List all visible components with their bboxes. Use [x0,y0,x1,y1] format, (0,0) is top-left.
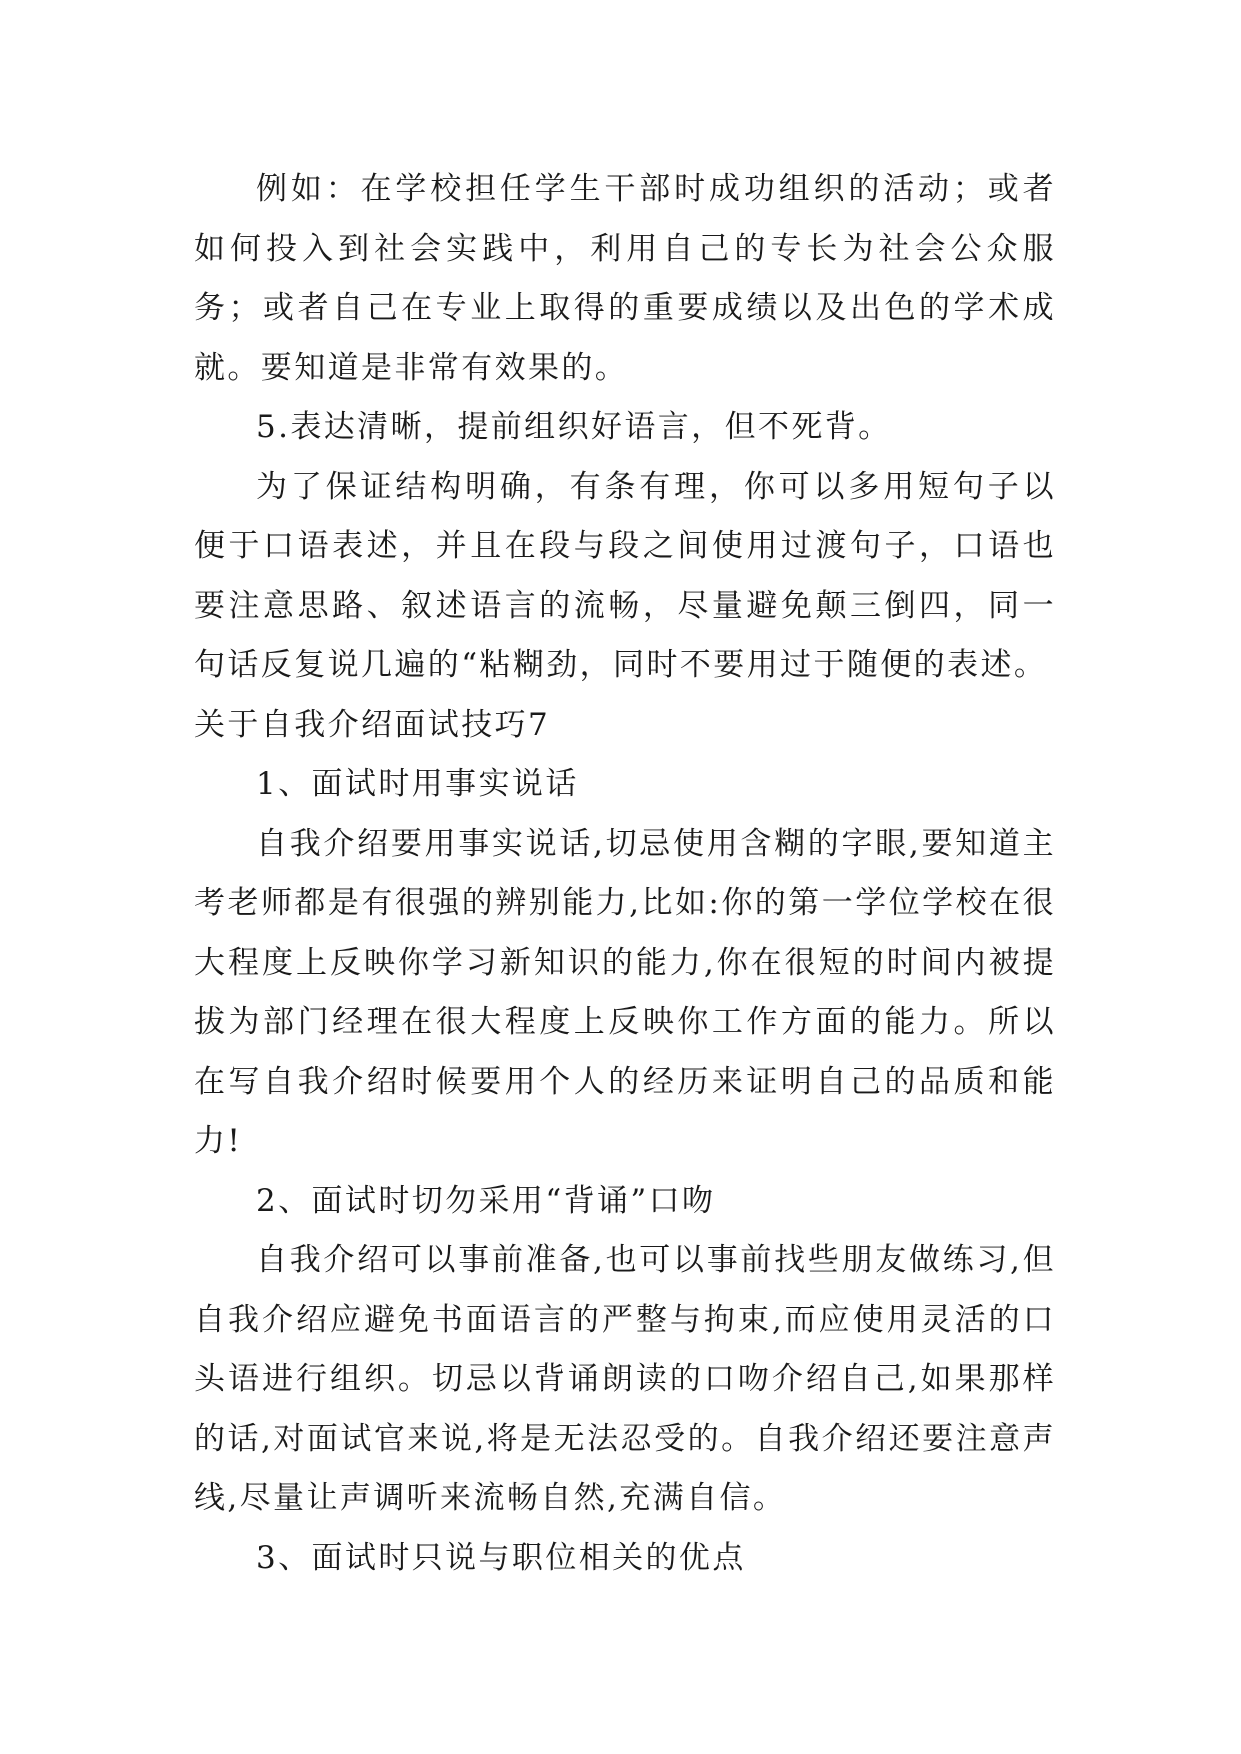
document-body [194,160,1056,1588]
subheading-1: 1、面试时用事实说话 [256,766,579,802]
paragraph-recitation: 自我介绍可以事前准备,也可以事前找些朋友做练习,但自我介绍应避免书面语言的严整与拘束,而应使用灵活的口头语进行组织。切忌以背诵朗读的口吻介绍自己,如果那样的话,对面试官来说,将是无法忍受的。自我介绍还要注意声线,尽量让声调听来流畅自然,充满自信。 [194,1242,1056,1516]
paragraph-structure: 为了保证结构明确，有条有理，你可以多用短句子以便于口语表述，并且在段与段之间使用过渡句子，口语也要注意思路、叙述语言的流畅，尽量避免颠三倒四，同一句话反复说几遍的“粘糊劲，同时不要用过于随便的表述。 [194,468,1056,683]
subheading-3: 3、面试时只说与职位相关的优点 [256,1539,746,1576]
paragraph-example: 例如：在学校担任学生干部时成功组织的活动；或者如何投入到社会实践中，利用自己的专长为社会公众服务；或者自己在专业上取得的重要成绩以及出色的学术成就。要知道是非常有效果的。 [194,171,1056,386]
subheading-2: 2、面试时切勿采用“背诵”口吻 [256,1182,716,1219]
section-heading: 关于自我介绍面试技巧7 [194,706,551,743]
paragraph-tip-5: 5.表达清晰，提前组织好语言，但不死背。 [256,409,892,445]
paragraph-facts: 自我介绍要用事实说话,切忌使用含糊的字眼,要知道主考老师都是有很强的辨别能力,比如:你的第一学位学校在很大程度上反映你学习新知识的能力,你在很短的时间内被提拔为部门经理在很大程度上反映你工作方面的能力。所以在写自我介绍时候要用个人的经历来证明自己的品质和能力! [194,825,1056,1159]
